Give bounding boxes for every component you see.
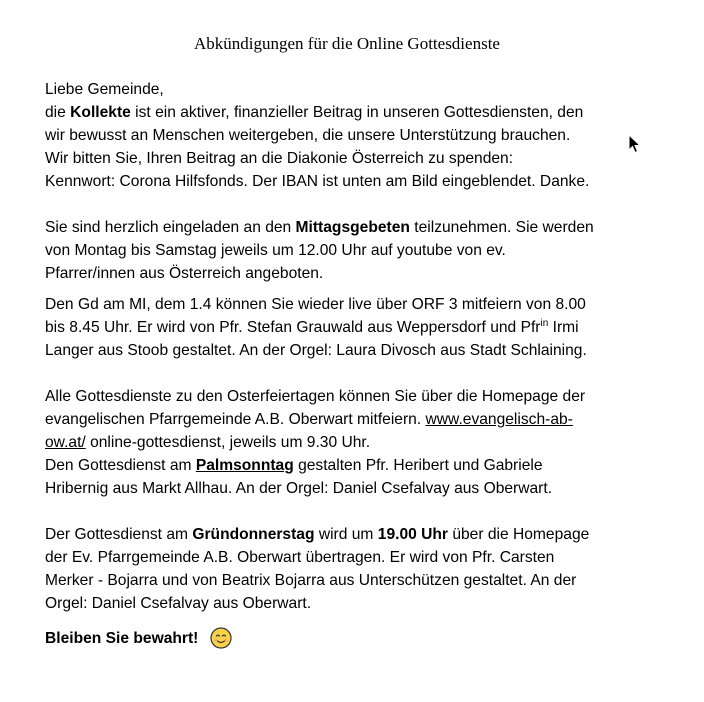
gruendonnerstag-line-4: Orgel: Daniel Csefalvay aus Oberwart. (45, 595, 312, 612)
orf3-line-1: Den Gd am MI, dem 1.4 können Sie wieder live über ORF 3 mitfeiern von 8.00 (45, 296, 586, 313)
page-title: Abkündigungen für die Online Gottesdienste (194, 34, 500, 53)
kollekte-line-2: wir bewusst an Menschen weitergeben, die unsere Unterstützung brauchen. (45, 127, 571, 144)
ostern-line-1: Alle Gottesdienste zu den Osterfeiertagen können Sie über die Homepage der (45, 388, 586, 405)
kollekte-line-3: Wir bitten Sie, Ihren Beitrag an die Diakonie Österreich zu spenden: (45, 150, 514, 167)
paragraph-ostern (45, 385, 685, 500)
smiley-icon (210, 627, 232, 649)
time-bold: 19.00 Uhr (377, 526, 448, 543)
paragraph-gruendonnerstag (45, 523, 685, 615)
mittagsgebete-line-2: von Montag bis Samstag jeweils um 12.00 Uhr auf youtube von ev. (45, 242, 506, 259)
greeting: Liebe Gemeinde, (45, 81, 164, 98)
paragraph-mittagsgebete (45, 216, 685, 285)
gruendonnerstag-line-1: Der Gottesdienst am Gründonnerstag wird um 19.00 Uhr über die Homepage (45, 526, 590, 543)
homepage-link[interactable]: www.evangelisch-ab- (425, 411, 573, 428)
mittagsgebete-line-3: Pfarrer/innen aus Österreich angeboten. (45, 265, 324, 282)
ostern-line-5: Hribernig aus Markt Allhau. An der Orgel: Daniel Csefalvay aus Oberwart. (45, 480, 553, 497)
gruendonnerstag-line-2: der Ev. Pfarrgemeinde A.B. Oberwart übertragen. Er wird von Pfr. Carsten (45, 549, 555, 566)
document-body (45, 78, 685, 653)
closing-text: Bleiben Sie bewahrt! (45, 629, 199, 647)
mittagsgebete-bold: Mittagsgebeten (295, 219, 410, 236)
paragraph-kollekte (45, 101, 685, 193)
ostern-line-4: Den Gottesdienst am Palmsonntag gestalten Pfr. Heribert und Gabriele (45, 457, 543, 474)
palmsonntag-bold: Palmsonntag (195, 457, 294, 474)
kollekte-bold: Kollekte (70, 104, 131, 121)
kollekte-line-4: Kennwort: Corona Hilfsfonds. Der IBAN ist unten am Bild eingeblendet. Danke. (45, 173, 590, 190)
superscript-in: in (540, 318, 549, 329)
orf3-line-3: Langer aus Stoob gestaltet. An der Orgel: Laura Divosch aus Stadt Schlaining. (45, 342, 587, 359)
ostern-line-3: ow.at/ online-gottesdienst, jeweils um 9.30 Uhr. (45, 434, 371, 451)
homepage-link-continued[interactable]: ow.at/ (45, 434, 86, 451)
paragraph-orf3 (45, 293, 685, 362)
gruendonnerstag-line-3: Merker - Bojarra und von Beatrix Bojarra aus Unterschützen gestaltet. An der (45, 572, 577, 589)
gruendonnerstag-bold: Gründonnerstag (192, 526, 315, 543)
mittagsgebete-line-1: Sie sind herzlich eingeladen an den Mittagsgebeten teilzunehmen. Sie werden (45, 219, 594, 236)
orf3-line-2: bis 8.45 Uhr. Er wird von Pfr. Stefan Grauwald aus Weppersdorf und Pfr$^{in}$ Irmi (45, 318, 579, 336)
mouse-cursor-icon (628, 134, 642, 154)
kollekte-line-1: die Kollekte ist ein aktiver, finanzieller Beitrag in unseren Gottesdiensten, den (45, 104, 584, 121)
ostern-line-2: evangelischen Pfarrgemeinde A.B. Oberwart mitfeiern. www.evangelisch-ab- (45, 411, 573, 428)
closing-line (45, 623, 685, 653)
